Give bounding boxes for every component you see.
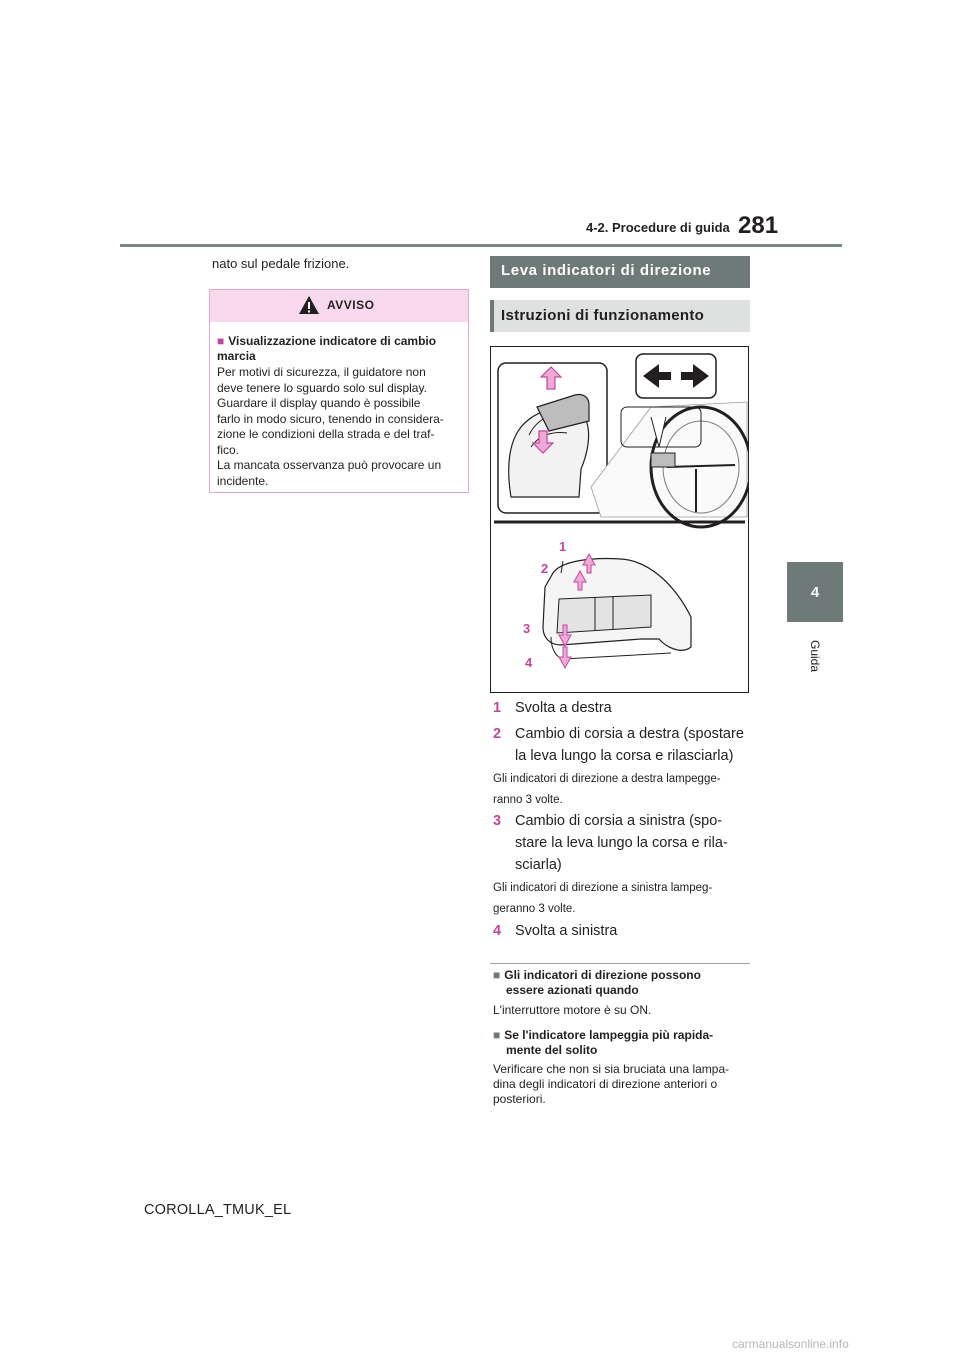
note-line: geranno 3 volte. <box>493 903 576 915</box>
warning-line: incidente. <box>217 473 269 488</box>
position-label-4: 4 <box>525 655 533 670</box>
square-bullet-icon: ■ <box>493 1028 501 1042</box>
warning-line: Guardare il display quando è possibile <box>217 396 421 410</box>
chapter-number: 4 <box>810 583 820 601</box>
note-line: Gli indicatori di direzione a sinistra lampeg- <box>493 882 713 894</box>
info-line: dina degli indicatori di direzione anteriori o <box>493 1077 718 1091</box>
model-code: COROLLA_TMUK_EL <box>144 1202 292 1218</box>
step-line: Cambio di corsia a sinistra (spo- <box>515 813 723 829</box>
warning-line: deve tenere lo sguardo solo sul display. <box>217 380 427 395</box>
page-number: 281 <box>738 212 779 239</box>
info-body <box>493 1062 751 1107</box>
note-left <box>493 878 751 920</box>
hand-lever-inset <box>498 363 607 513</box>
step-1 <box>493 697 751 719</box>
intro-text: nato sul pedale frizione. <box>212 256 350 271</box>
square-bullet-icon: ■ <box>493 968 501 982</box>
position-label-3: 3 <box>523 621 531 636</box>
square-bullet-icon: ■ <box>217 334 225 348</box>
step-text: Svolta a sinistra <box>515 923 618 939</box>
warning-line: farlo in modo sicuro, tenendo in considera- <box>217 411 444 426</box>
turn-signal-diagram <box>491 347 748 692</box>
dashboard-view <box>591 402 748 527</box>
lever-positions-detail <box>523 539 691 670</box>
position-label-1: 1 <box>559 539 567 554</box>
warning-subhead <box>217 334 463 364</box>
step-number: 4 <box>493 923 502 939</box>
turn-signal-illustration <box>490 346 749 693</box>
chapter-tab <box>787 562 843 622</box>
section-header: 4-2. Procedure di guida <box>586 220 730 235</box>
step-line: Cambio di corsia a destra (spostare <box>515 726 744 742</box>
step-line: sciarla) <box>515 857 562 873</box>
step-text: Svolta a destra <box>515 700 612 716</box>
watermark: carmanualsonline.info <box>732 1337 849 1351</box>
info-heading-line: Se l'indicatore lampeggia più rapida- <box>504 1028 714 1042</box>
note-line: ranno 3 volte. <box>493 794 563 806</box>
warning-box <box>209 289 469 493</box>
note-right <box>493 769 751 811</box>
warning-line: zione le condizioni della strada e del traf- <box>217 427 435 441</box>
info-heading-line: Gli indicatori di direzione possono <box>504 968 701 982</box>
header-rule <box>120 244 842 247</box>
info-heading-line: mente del solito <box>506 1043 598 1057</box>
info-heading <box>493 968 751 998</box>
step-number: 2 <box>493 726 502 742</box>
info-line: posteriori. <box>493 1092 546 1106</box>
warning-line: fico. <box>217 442 240 457</box>
step-line: stare la leva lungo la corsa e rila- <box>515 835 728 851</box>
info-line: Verificare che non si sia bruciata una lampa- <box>493 1062 730 1076</box>
info-body <box>493 1003 751 1018</box>
warning-line: La mancata osservanza può provocare un <box>217 458 442 472</box>
warning-line: Per motivi di sicurezza, il guidatore non <box>217 365 426 379</box>
warning-header <box>210 290 468 322</box>
chapter-label <box>800 640 830 700</box>
sub-heading-accent <box>490 300 494 332</box>
position-label-2: 2 <box>541 561 549 576</box>
step-number: 1 <box>493 700 502 716</box>
step-3 <box>493 810 751 878</box>
chapter-label-text: Guida <box>808 640 822 673</box>
step-text <box>515 810 747 876</box>
step-number: 3 <box>493 813 502 829</box>
warning-subhead-text: Visualizzazione indicatore di cambio marcia <box>217 334 437 363</box>
info-heading-line: essere azionati quando <box>506 983 639 997</box>
warning-body <box>217 365 463 489</box>
info-heading <box>493 1028 751 1058</box>
step-2 <box>493 723 751 769</box>
sub-heading: Istruzioni di funzionamento <box>490 300 750 332</box>
direction-arrows-callout <box>636 354 716 398</box>
step-4 <box>493 920 751 942</box>
info-line: L'interruttore motore è su ON. <box>493 1003 652 1017</box>
main-heading: Leva indicatori di direzione <box>490 256 750 288</box>
section-divider <box>490 963 750 964</box>
warning-triangle-icon <box>298 295 320 315</box>
warning-title: AVVISO <box>327 298 375 312</box>
step-line: la leva lungo la corsa e rilasciarla) <box>515 748 734 764</box>
note-line: Gli indicatori di direzione a destra lampegge- <box>493 773 721 785</box>
step-text <box>515 723 747 767</box>
